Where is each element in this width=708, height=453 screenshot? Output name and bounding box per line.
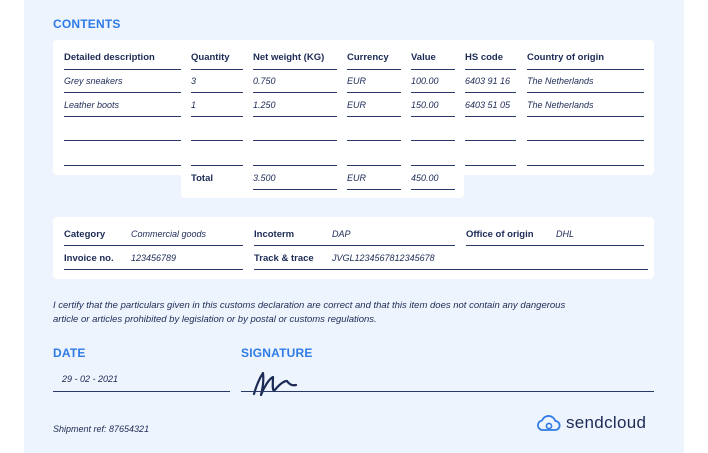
date-line xyxy=(53,391,230,392)
header-quantity: Quantity xyxy=(191,52,230,63)
total-net-weight: 3.500 xyxy=(253,173,276,183)
header-hs-code: HS code xyxy=(465,52,504,63)
header-value: Value xyxy=(411,52,436,63)
row1-quantity: 3 xyxy=(191,76,197,86)
row2-value: 150.00 xyxy=(411,100,439,110)
shipment-reference: Shipment ref: 87654321 xyxy=(53,424,150,434)
signature-line xyxy=(241,391,654,392)
row1-description: Grey sneakers xyxy=(64,76,123,86)
certification-statement: I certify that the particulars given in this customs declaration are correct and that this item does not contain any dangerous article or articles prohibited by legislation or by postal or customs regulations. xyxy=(53,300,566,325)
office-of-origin-value: DHL xyxy=(556,229,575,239)
total-currency: EUR xyxy=(347,173,367,183)
track-trace-value: JVGL1234567812345678 xyxy=(332,253,435,263)
invoice-value: 123456789 xyxy=(131,253,177,263)
header-net-weight: Net weight (KG) xyxy=(253,52,325,63)
category-label: Category xyxy=(64,229,106,240)
row2-hs-code: 6403 51 05 xyxy=(465,100,511,110)
total-value: 450.00 xyxy=(411,173,439,183)
row2-quantity: 1 xyxy=(191,100,197,110)
row2-description: Leather boots xyxy=(64,100,120,110)
row2-net-weight: 1.250 xyxy=(253,100,276,110)
category-value: Commercial goods xyxy=(131,229,207,239)
row1-net-weight: 0.750 xyxy=(253,76,276,86)
row2-country: The Netherlands xyxy=(527,100,594,110)
signature-title: SIGNATURE xyxy=(241,346,313,360)
date-value: 29 - 02 - 2021 xyxy=(62,374,119,384)
header-country: Country of origin xyxy=(527,52,605,63)
date-title: DATE xyxy=(53,346,86,360)
invoice-label: Invoice no. xyxy=(64,253,114,264)
row1-country: The Netherlands xyxy=(527,76,594,86)
incoterm-label: Incoterm xyxy=(254,229,295,240)
row1-value: 100.00 xyxy=(411,76,439,86)
header-currency: Currency xyxy=(347,52,389,63)
row1-hs-code: 6403 91 16 xyxy=(465,76,511,86)
total-label: Total xyxy=(191,173,213,184)
row2-currency: EUR xyxy=(347,100,367,110)
incoterm-value: DAP xyxy=(332,229,351,239)
office-of-origin-label: Office of origin xyxy=(466,229,534,240)
brand-name: sendcloud xyxy=(566,413,647,432)
header-description: Detailed description xyxy=(64,52,155,63)
cloud-icon xyxy=(535,413,561,433)
row1-currency: EUR xyxy=(347,76,367,86)
contents-title: CONTENTS xyxy=(53,17,121,31)
sendcloud-logo xyxy=(535,413,646,433)
signature-image xyxy=(250,369,300,399)
track-trace-label: Track & trace xyxy=(254,253,314,264)
